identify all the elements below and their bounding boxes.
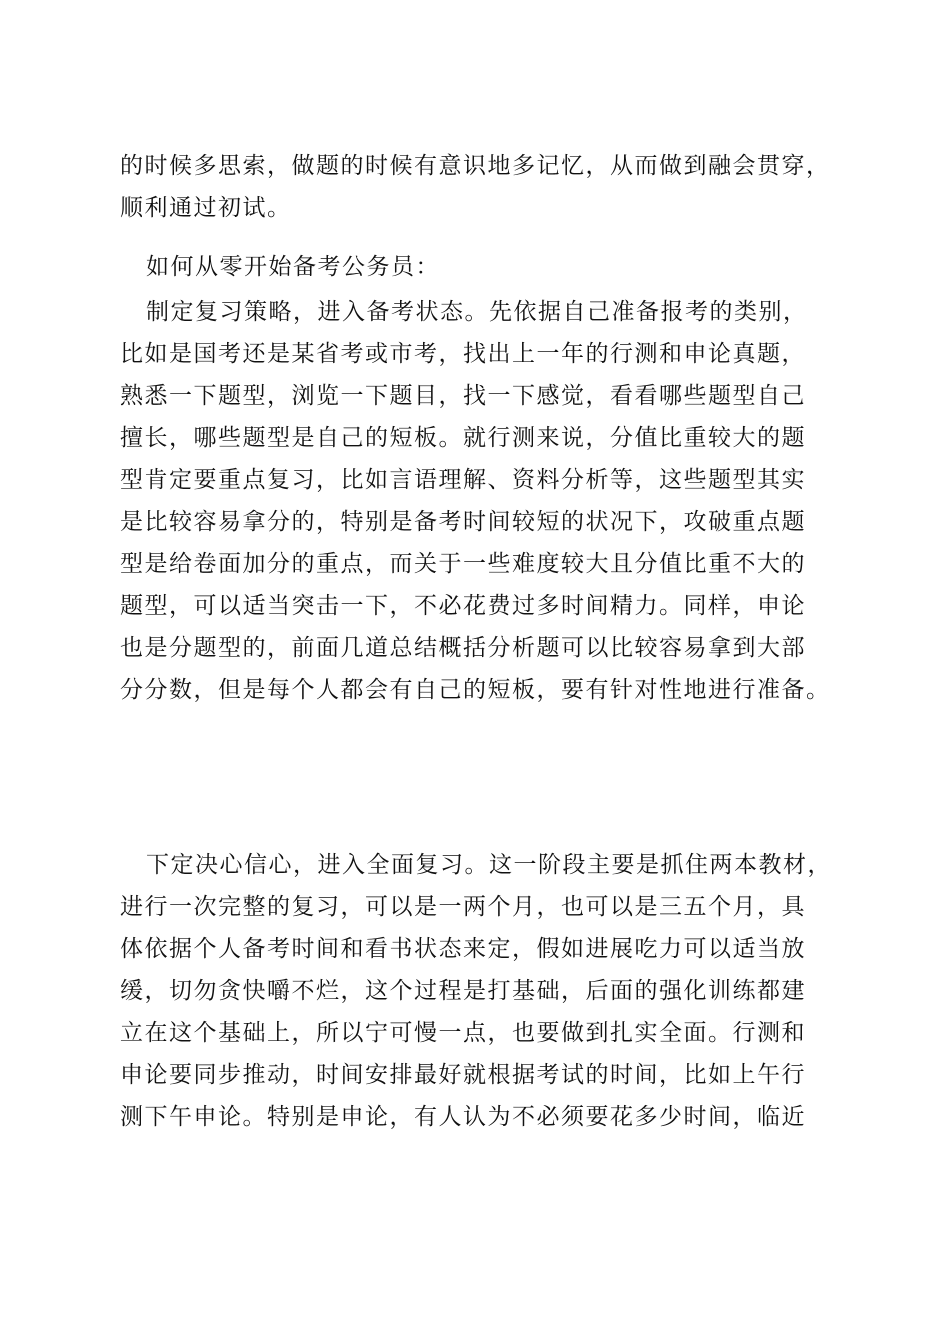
text-line: 比如是国考还是某省考或市考，找出上一年的行测和申论真题， (120, 341, 806, 367)
text-line: 分分数，但是每个人都会有自己的短板，要有针对性地进行准备。 (120, 677, 831, 703)
text-line: 是比较容易拿分的，特别是备考时间较短的状况下，攻破重点题 (120, 509, 806, 535)
paragraph-continuation (120, 145, 840, 229)
text-line: 进行一次完整的复习，可以是一两个月，也可以是三五个月，具 (120, 894, 806, 920)
text-line: 型是给卷面加分的重点，而关于一些难度较大且分值比重不大的 (120, 551, 806, 577)
text-line: 申论要同步推动，时间安排最好就根据考试的时间，比如上午行 (120, 1062, 806, 1088)
text-line: 熟悉一下题型，浏览一下题目，找一下感觉，看看哪些题型自己 (120, 383, 806, 409)
text-line: 擅长，哪些题型是自己的短板。就行测来说，分值比重较大的题 (120, 425, 806, 451)
text-line: 缓，切勿贪快嚼不烂，这个过程是打基础，后面的强化训练都建 (120, 978, 806, 1004)
section-heading (120, 246, 840, 288)
text-line: 型肯定要重点复习，比如言语理解、资料分析等，这些题型其实 (120, 467, 806, 493)
text-line: 立在这个基础上，所以宁可慢一点，也要做到扎实全面。行测和 (120, 1020, 806, 1046)
text-line: 体依据个人备考时间和看书状态来定，假如进展吃力可以适当放 (120, 936, 806, 962)
text-line: 顺利通过初试。 (120, 195, 292, 221)
heading-line: 如何从零开始备考公务员： (146, 254, 440, 280)
paragraph-review-strategy (120, 291, 840, 711)
text-line: 也是分题型的，前面几道总结概括分析题可以比较容易拿到大部 (120, 635, 806, 661)
text-line: 的时候多思索，做题的时候有意识地多记忆，从而做到融会贯穿， (120, 153, 831, 179)
text-line: 制定复习策略，进入备考状态。先依据自己准备报考的类别， (146, 299, 808, 325)
paragraph-full-review (120, 844, 840, 1138)
text-line: 下定决心信心，进入全面复习。这一阶段主要是抓住两本教材， (146, 852, 832, 878)
text-line: 题型，可以适当突击一下，不必花费过多时间精力。同样，申论 (120, 593, 806, 619)
text-line: 测下午申论。特别是申论，有人认为不必须要花多少时间，临近 (120, 1104, 806, 1130)
